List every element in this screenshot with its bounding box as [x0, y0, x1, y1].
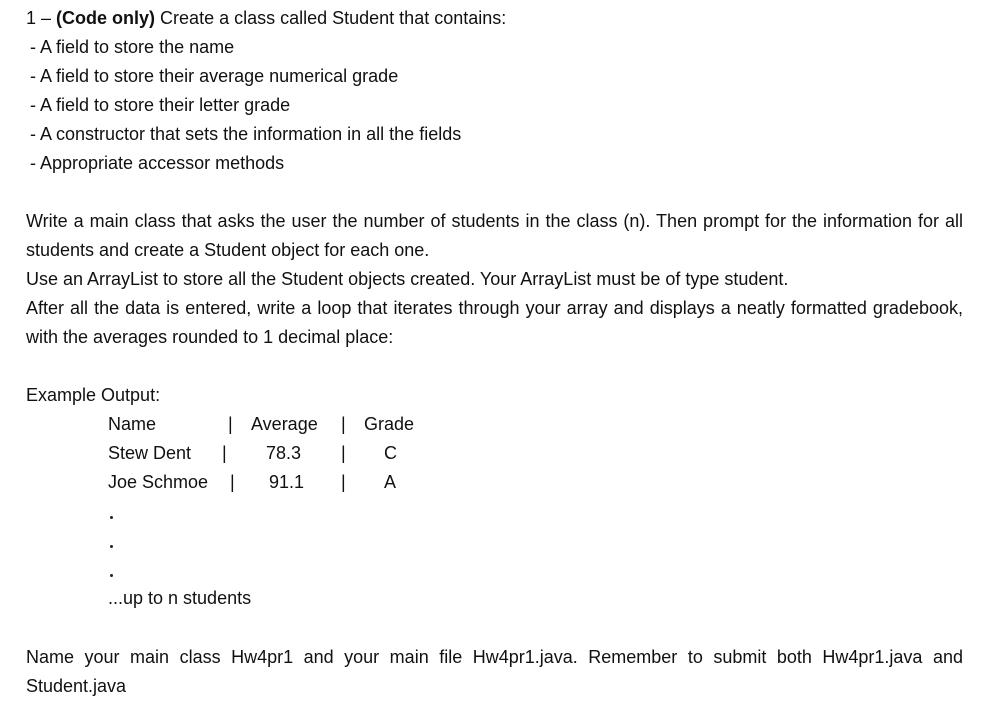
table-row-grade: C	[384, 443, 397, 463]
code-only-label: (Code only)	[56, 8, 156, 28]
bullet-constructor: - A constructor that sets the information in all the fields	[30, 124, 462, 144]
question-number: 1 –	[26, 8, 52, 28]
paragraph-arraylist: Use an ArrayList to store all the Student objects created. Your ArrayList must be of type student.	[26, 269, 789, 289]
paragraph-submission: Name your main class Hw4pr1 and your main file Hw4pr1.java. Remember to submit both Hw4pr1.java and Student.java	[26, 647, 963, 696]
example-heading: Example Output:	[26, 385, 161, 405]
table-row-average: 91.1	[269, 472, 305, 492]
column-header-average: Average	[251, 414, 318, 434]
continuation-note: ...up to n students	[108, 588, 252, 608]
table-row-name: Joe Schmoe	[108, 472, 209, 492]
bullet-name-field: - A field to store the name	[30, 37, 235, 57]
ellipsis-dot	[110, 516, 113, 519]
column-separator: |	[222, 443, 227, 463]
column-separator: |	[341, 472, 346, 492]
column-header-name: Name	[108, 414, 157, 434]
paragraph-loop: After all the data is entered, write a loop that iterates through your array and displays a neatly formatted gradebook, with the averages rounded to 1 decimal place:	[26, 298, 963, 347]
table-row-grade: A	[384, 472, 397, 492]
column-separator: |	[341, 414, 346, 434]
paragraph-main-class: Write a main class that asks the user the number of students in the class (n). Then prompt for the information for all students and create a Student object for each one.	[26, 211, 963, 260]
question-heading	[26, 4, 506, 33]
bullet-letter-grade-field: - A field to store their letter grade	[30, 95, 291, 115]
column-separator: |	[230, 472, 235, 492]
table-row-name: Stew Dent	[108, 443, 192, 463]
column-separator: |	[228, 414, 233, 434]
column-header-grade: Grade	[364, 414, 415, 434]
question-intro: Create a class called Student that contains:	[155, 8, 507, 28]
bullet-average-field: - A field to store their average numerical grade	[30, 66, 399, 86]
bullet-accessors: - Appropriate accessor methods	[30, 153, 285, 173]
column-separator: |	[341, 443, 346, 463]
table-row-average: 78.3	[266, 443, 302, 463]
ellipsis-dot	[110, 574, 113, 577]
ellipsis-dot	[110, 545, 113, 548]
